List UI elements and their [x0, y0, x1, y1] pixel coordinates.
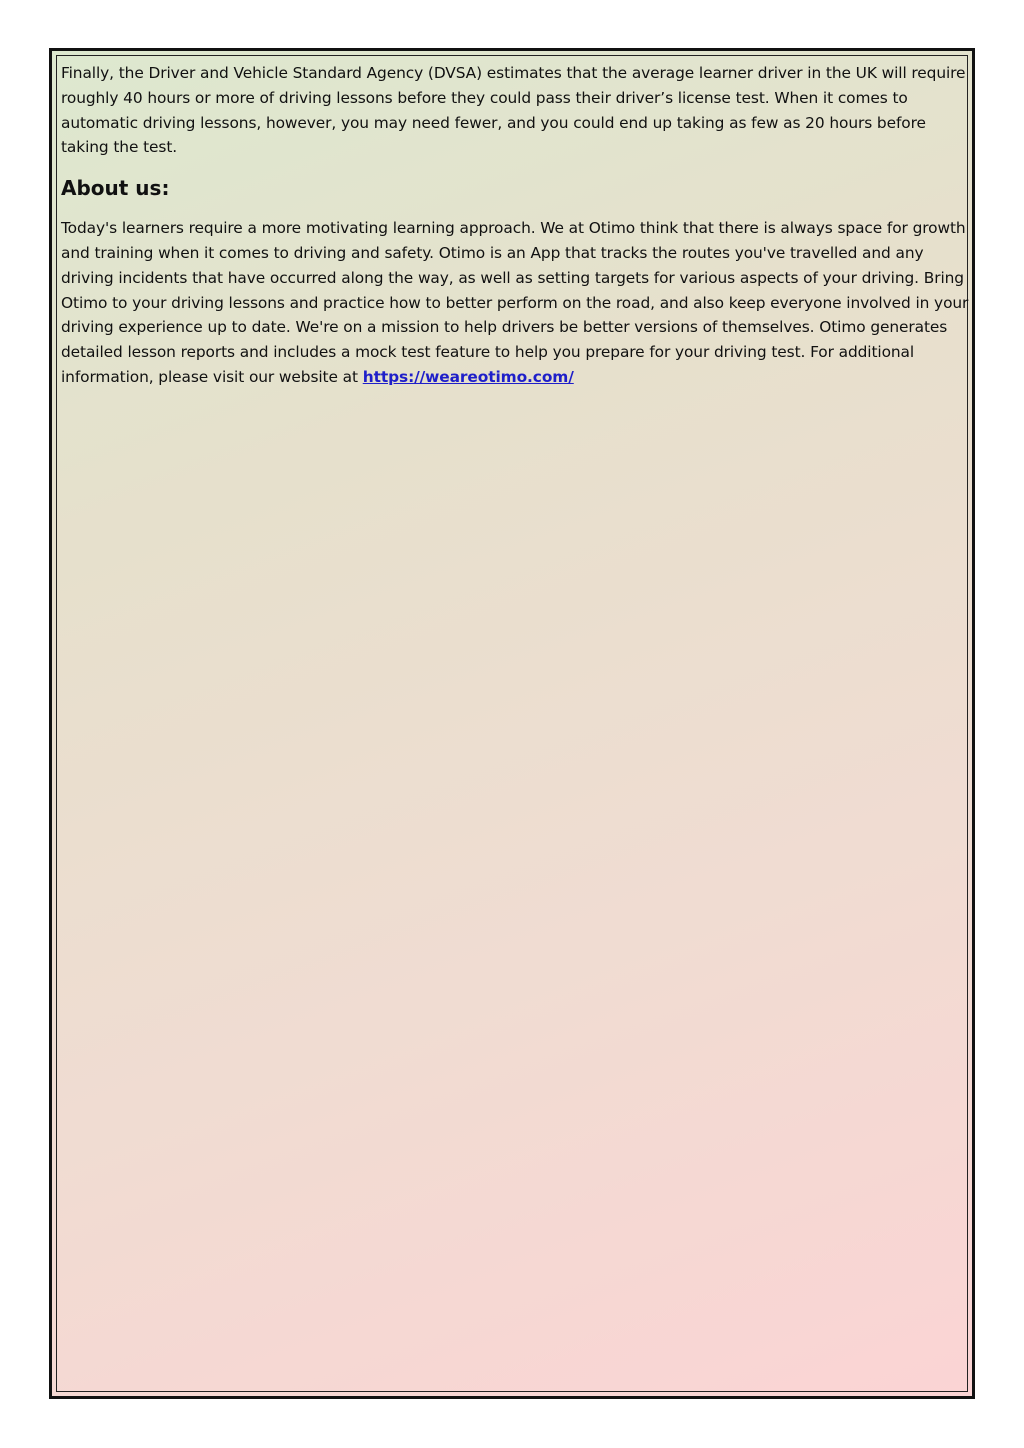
about-us-body-text: Today's learners require a more motivating learning approach. We at Otimo think that there is always space for growth and training when it comes to driving and safety. Otimo is an App that tracks the routes you've travelled and any driving incidents that have occurred along the way, as well as setting targets for various aspects of your driving. Bring Otimo to your driving lessons and practice how to better perform on the road, and also keep everyone involved in your driving experience up to date. We're on a mission to help drivers be better versions of themselves. Otimo generates detailed lesson reports and includes a mock test feature to help you prepare for your driving test. For additional information, please visit our website at — [61, 219, 969, 386]
about-us-heading: About us: — [61, 176, 170, 201]
page-content — [61, 61, 971, 390]
page-border-frame — [49, 48, 975, 1399]
about-us-paragraph — [61, 216, 971, 390]
website-link[interactable]: https://weareotimo.com/ — [362, 367, 574, 386]
intro-paragraph: Finally, the Driver and Vehicle Standard Agency (DVSA) estimates that the average learner driver in the UK will require roughly 40 hours or more of driving lessons before they could pass their driver’s license test. When it comes to automatic driving lessons, however, you may need fewer, and you could end up taking as few as 20 hours before taking the test. — [61, 64, 966, 157]
